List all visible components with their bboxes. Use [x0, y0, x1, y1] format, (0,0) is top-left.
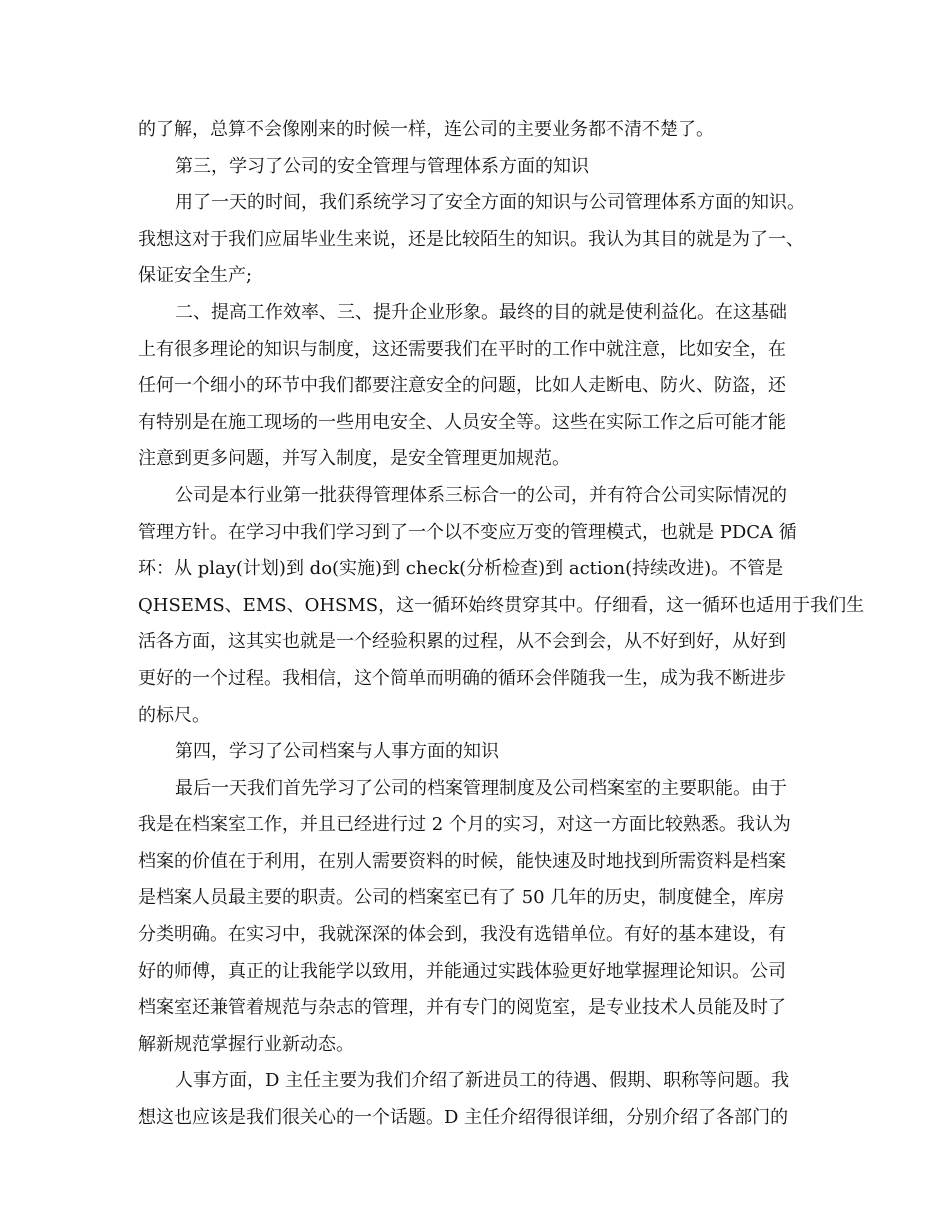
text-line: 最后一天我们首先学习了公司的档案管理制度及公司档案室的主要职能。由于	[175, 777, 787, 799]
text-line: 更好的一个过程。我相信，这个简单而明确的循环会伴随我一生，成为我不断进步	[138, 667, 786, 689]
text-line: 公司是本行业第一批获得管理体系三标合一的公司，并有符合公司实际情况的	[175, 484, 787, 506]
text-line: 环：从 play(计划)到 do(实施)到 check(分析检查)到 action(持续改进)。不管是	[138, 558, 784, 580]
section-heading: 第三，学习了公司的安全管理与管理体系方面的知识	[175, 155, 589, 177]
text-line: QHSEMS、EMS、OHSMS，这一循环始终贯穿其中。仔细看，这一循环也适用于我们生	[138, 594, 865, 616]
text-line: 活各方面，这其实也就是一个经验积累的过程，从不会到会，从不好到好，从好到	[138, 631, 786, 653]
text-line: 好的师傅，真正的让我能学以致用，并能通过实践体验更好地掌握理论知识。公司	[138, 960, 786, 982]
text-line: 管理方针。在学习中我们学习到了一个以不变应万变的管理模式，也就是 PDCA 循	[138, 521, 797, 543]
text-line: 档案室还兼管着规范与杂志的管理，并有专门的阅览室，是专业技术人员能及时了	[138, 997, 786, 1019]
document-body	[138, 112, 865, 1137]
text-line: 想这也应该是我们很关心的一个话题。D 主任介绍得很详细，分别介绍了各部门的	[138, 1107, 789, 1129]
text-line: 用了一天的时间，我们系统学习了安全方面的知识与公司管理体系方面的知识。	[175, 192, 805, 214]
text-line: 任何一个细小的环节中我们都要注意安全的问题，比如人走断电、防火、防盗，还	[138, 375, 786, 397]
text-line: 是档案人员最主要的职责。公司的档案室已有了 50 几年的历史，制度健全，库房	[138, 887, 785, 909]
text-line: 我想这对于我们应届毕业生来说，还是比较陌生的知识。我认为其目的就是为了一、	[138, 228, 804, 250]
section-heading: 第四，学习了公司档案与人事方面的知识	[175, 741, 499, 763]
text-line: 人事方面，D 主任主要为我们介绍了新进员工的待遇、假期、职称等问题。我	[175, 1070, 790, 1092]
text-line: 的标尺。	[138, 704, 210, 726]
text-line: 档案的价值在于利用，在别人需要资料的时候，能快速及时地找到所需资料是档案	[138, 850, 786, 872]
text-line: 注意到更多问题，并写入制度，是安全管理更加规范。	[138, 448, 570, 470]
text-line: 上有很多理论的知识与制度，这还需要我们在平时的工作中就注意，比如安全，在	[138, 338, 786, 360]
text-line: 我是在档案室工作，并且已经进行过 2 个月的实习，对这一方面比较熟悉。我认为	[138, 814, 791, 836]
text-line: 的了解，总算不会像刚来的时候一样，连公司的主要业务都不清不楚了。	[138, 119, 714, 140]
text-line: 二、提高工作效率、三、提升企业形象。最终的目的就是使利益化。在这基础	[175, 301, 787, 323]
text-line: 有特别是在施工现场的一些用电安全、人员安全等。这些在实际工作之后可能才能	[138, 411, 786, 433]
text-line: 保证安全生产;	[138, 265, 253, 287]
text-line: 解新规范掌握行业新动态。	[138, 1033, 354, 1055]
text-line: 分类明确。在实习中，我就深深的体会到，我没有选错单位。有好的基本建设，有	[138, 924, 786, 946]
